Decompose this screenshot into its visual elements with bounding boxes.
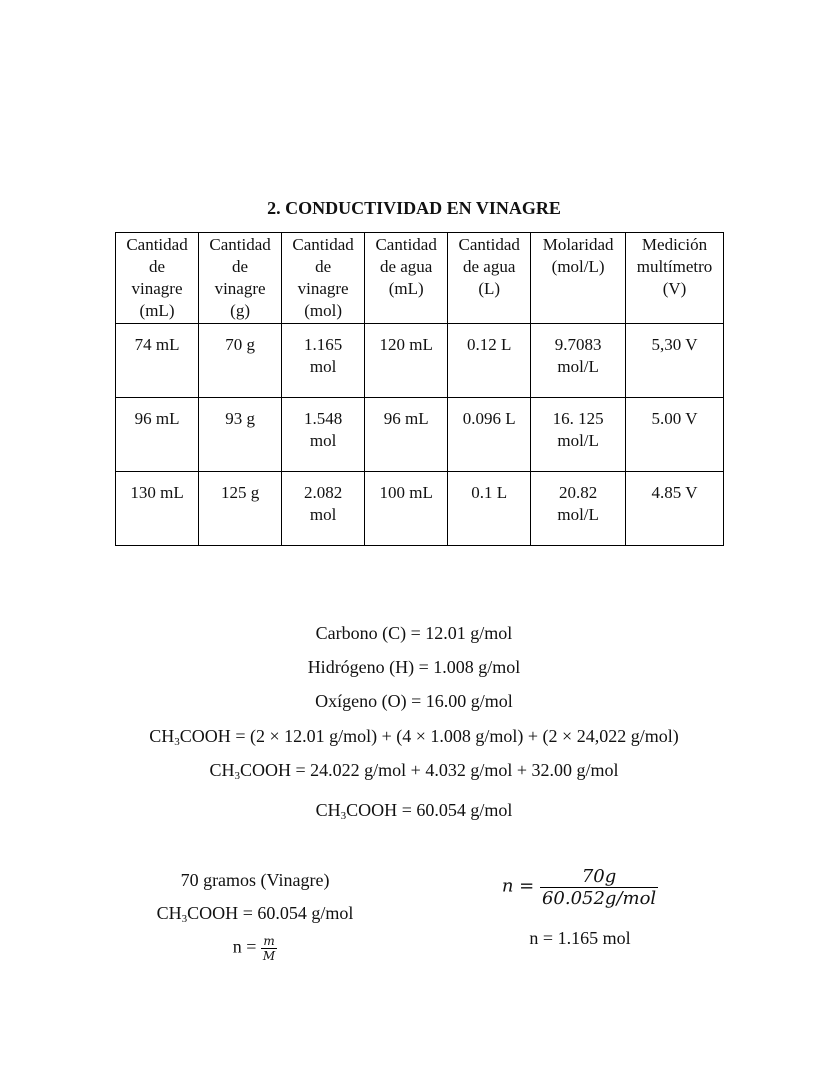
table-cell: 100 mL: [365, 472, 448, 546]
table-cell: 125 g: [199, 472, 282, 546]
table-cell: 5.00 V: [626, 398, 724, 472]
table-cell: 20.82 mol/L: [531, 472, 626, 546]
table-cell: 16. 125 mol/L: [531, 398, 626, 472]
table-cell: 70 g: [199, 324, 282, 398]
table-cell: 4.85 V: [626, 472, 724, 546]
vinegar-conductivity-table: [115, 232, 724, 546]
header-cell: Cantidad de vinagre (mL): [116, 233, 199, 324]
table-cell: 5,30 V: [626, 324, 724, 398]
header-cell: Medición multímetro (V): [626, 233, 724, 324]
table-cell: 0.12 L: [448, 324, 531, 398]
table-cell: 0.1 L: [448, 472, 531, 546]
header-cell: Cantidad de agua (L): [448, 233, 531, 324]
moles-formula: n = $\frac{m}{M}$: [232, 934, 276, 963]
moles-calculation: n = $\frac{70g}{\text{60.052g/mol}}$: [501, 866, 657, 909]
header-cell: Molaridad (mol/L): [531, 233, 626, 324]
section-title: 2. CONDUCTIVIDAD EN VINAGRE: [267, 198, 561, 218]
molar-mass-line: $CH_3COOH = 60.054$ g/mol: [156, 903, 354, 925]
table-cell: 1.548 mol: [282, 398, 365, 472]
equation-hidrogeno: Hidrógeno (H) = 1.008 g/mol: [307, 657, 521, 677]
table-cell: 2.082 mol: [282, 472, 365, 546]
header-cell: Cantidad de agua (mL): [365, 233, 448, 324]
table-row: [116, 472, 724, 546]
equation-carbono: Carbono (C) = 12.01 g/mol: [315, 623, 513, 643]
equation-oxigeno: Oxígeno (O) = 16.00 g/mol: [315, 691, 513, 711]
table-cell: 93 g: [199, 398, 282, 472]
table-cell: 74 mL: [116, 324, 199, 398]
moles-result: n = 1.165 mol: [529, 928, 631, 948]
table-row: [116, 398, 724, 472]
table-cell: 96 mL: [116, 398, 199, 472]
table-header-row: [116, 233, 724, 324]
table-row: [116, 324, 724, 398]
table-cell: 0.096 L: [448, 398, 531, 472]
table-cell: 120 mL: [365, 324, 448, 398]
header-cell: Cantidad de vinagre (mol): [282, 233, 365, 324]
header-cell: Cantidad de vinagre (g): [199, 233, 282, 324]
table-cell: 1.165 mol: [282, 324, 365, 398]
table-cell: 130 mL: [116, 472, 199, 546]
equation-molar-mass-result: $CH_3COOH = 60.054$ g/mol: [315, 800, 513, 822]
equation-molar-mass-sum: $CH_3COOH = 24.022$ g/mol + 4.032 g/mol + 32.00 g/mol: [209, 760, 619, 782]
grams-vinegar: 70 gramos (Vinagre): [180, 870, 330, 890]
table-cell: 9.7083 mol/L: [531, 324, 626, 398]
table-cell: 96 mL: [365, 398, 448, 472]
equation-molar-mass-expansion: $CH_3COOH = (2 \times 12.01$ g/mol) + (4 × 1.008 g/mol) + (2 × 24,022 g/mol): [149, 726, 679, 748]
